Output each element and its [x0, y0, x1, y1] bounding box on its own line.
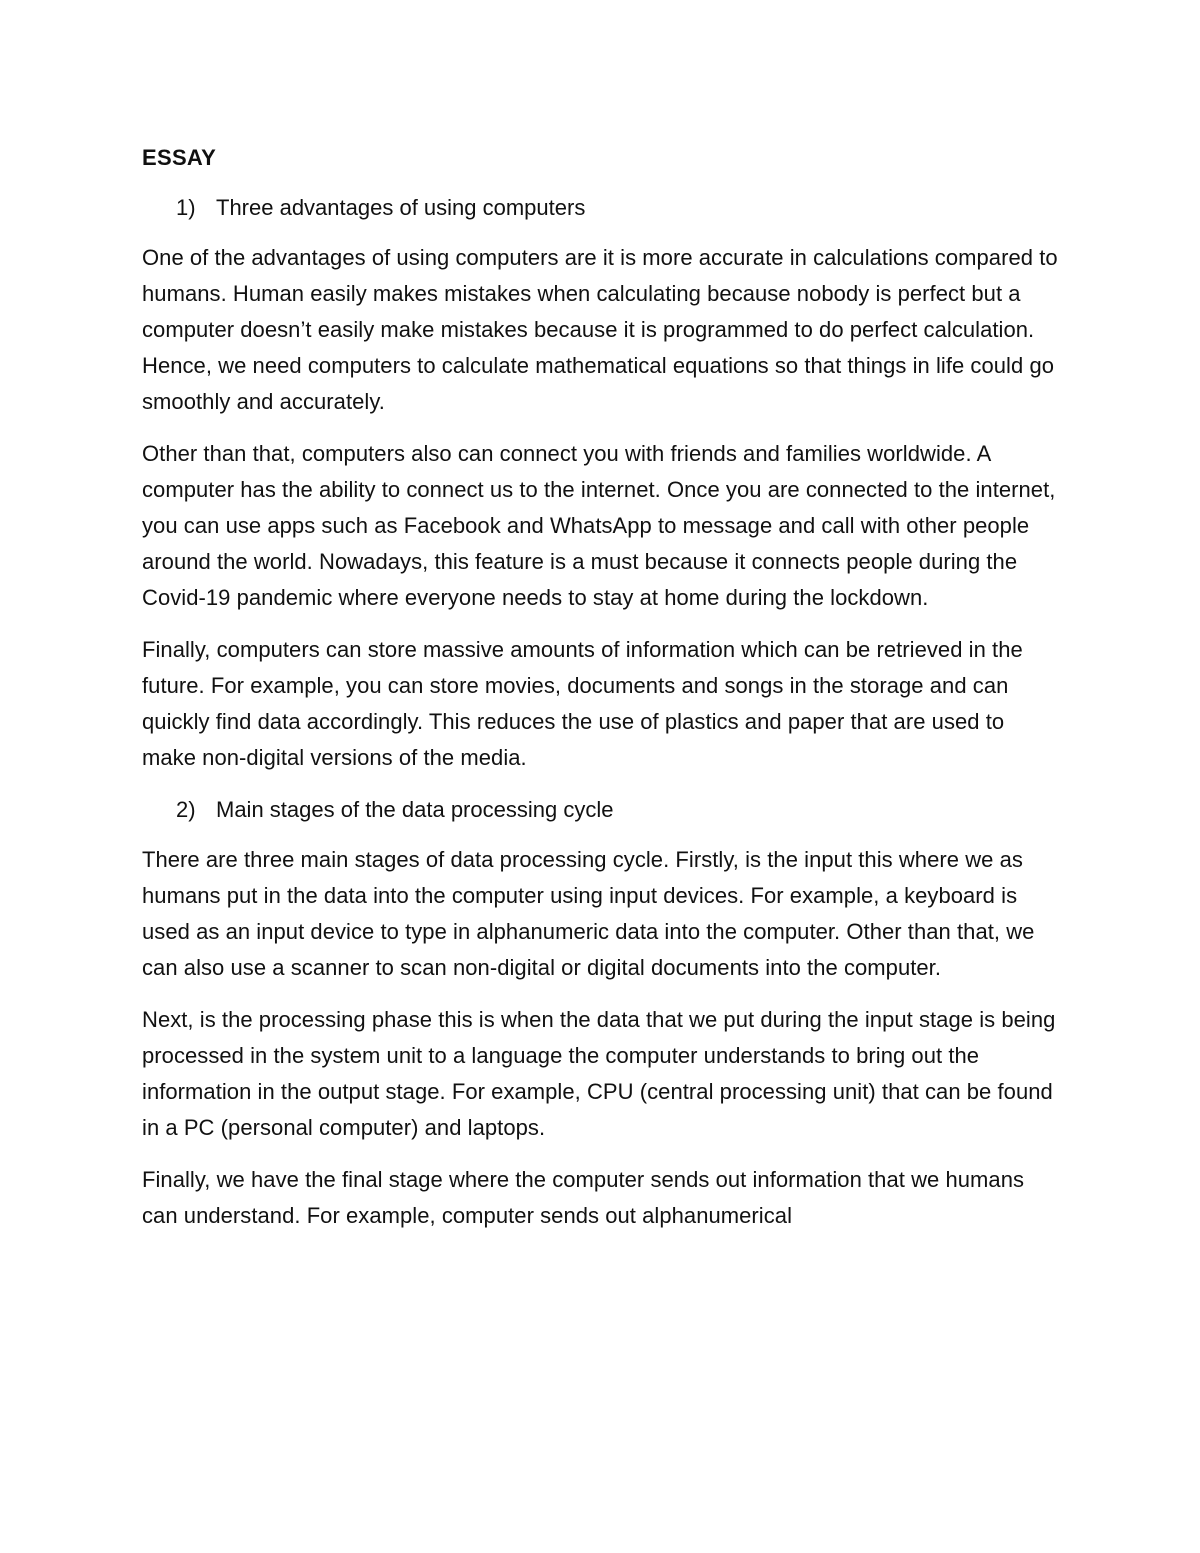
document-body — [142, 140, 1062, 1250]
paragraph-1-1: One of the advantages of using computers are it is more accurate in calculations compared to humans. Human easily makes mistakes when calculating because nobody is perfect but a computer doesn’t easily make mistakes because it is programmed to do perfect calculation. Hence, we need computers to calculate mathematical equations so that things in life could go smoothly and accurately. — [142, 245, 1058, 414]
paragraph-1-2: Other than that, computers also can connect you with friends and families worldwide. A computer has the ability to connect us to the internet. Once you are connected to the internet, you can use apps such as Facebook and WhatsApp to message and call with other people around the world. Nowadays, this feature is a must because it connects people during the Covid-19 pandemic where everyone needs to stay at home during the lockdown. — [142, 441, 1056, 610]
paragraph-2-1: There are three main stages of data processing cycle. Firstly, is the input this where we as humans put in the data into the computer using input devices. For example, a keyboard is used as an input device to type in alphanumeric data into the computer. Other than that, we can also use a scanner to scan non-digital or digital documents into the computer. — [142, 847, 1035, 980]
section-number-1: 1) — [176, 195, 196, 220]
paragraph-2-3: Finally, we have the final stage where the computer sends out information that we humans can understand. For example, computer sends out alphanumerical — [142, 1167, 1025, 1228]
section-heading-1 — [176, 190, 1062, 226]
section-heading-text-2: Main stages of the data processing cycle — [216, 797, 614, 822]
paragraph-2-2: Next, is the processing phase this is when the data that we put during the input stage is being processed in the system unit to a language the computer understands to bring out the information in the output stage. For example, CPU (central processing unit) that can be found in a PC (personal computer) and laptops. — [142, 1007, 1056, 1140]
paragraph-1-3: Finally, computers can store massive amounts of information which can be retrieved in the future. For example, you can store movies, documents and songs in the storage and can quickly find data accordingly. This reduces the use of plastics and paper that are used to make non-digital versions of the media. — [142, 637, 1023, 770]
essay-title: ESSAY — [142, 145, 217, 170]
section-heading-2 — [176, 792, 1062, 828]
section-heading-text-1: Three advantages of using computers — [216, 195, 586, 220]
section-number-2: 2) — [176, 797, 196, 822]
